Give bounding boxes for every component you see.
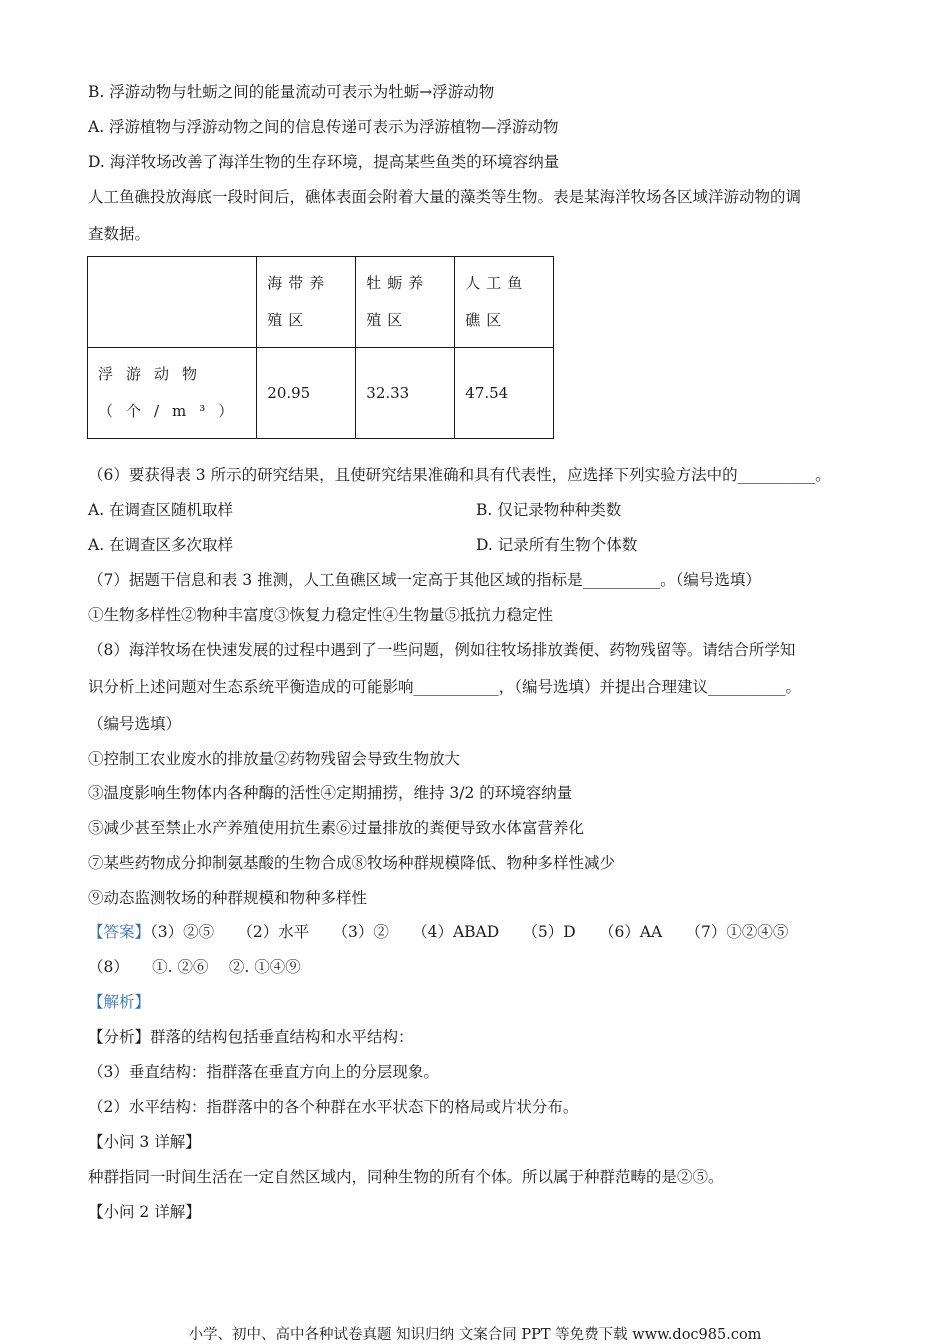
survey-data-table [87, 256, 554, 439]
footer-banner: 小学、初中、高中各种试卷真题 知识归纳 文案合同 PPT 等免费下载 www.doc985.com [188, 1327, 762, 1343]
question-6-option-b: B. 仅记录物种种类数 [476, 501, 622, 519]
question-6-option-c: A. 在调查区多次取样 [88, 536, 234, 554]
question-8-options-1: ①控制工农业废水的排放量②药物残留会导致生物放大 [88, 750, 461, 768]
intro-paragraph-line1: 人工鱼礁投放海底一段时间后，礁体表面会附着大量的藻类等生物。表是某海洋牧场各区域洋游动物的调 [88, 188, 802, 206]
question-7-options: ①生物多样性②物种丰富度③恢复力稳定性④生物量⑤抵抗力稳定性 [88, 606, 554, 624]
analysis-horizontal-structure: （2）水平结构：指群落中的各个种群在水平状态下的格局或片状分布。 [88, 1098, 579, 1116]
answer-line-1 [88, 922, 788, 942]
question-8-line2: 识分析上述问题对生态系统平衡造成的可能影响___________，（编号选填）并提出合理建议__________。 [88, 678, 802, 696]
question-8-line3: （编号选填） [88, 715, 182, 733]
answer-line-2: （8） ①. ②⑥ ②. ①④⑨ [88, 958, 301, 976]
header-oyster-label: 牡蛎养殖区 [366, 274, 430, 329]
value-reef: 47.54 [455, 348, 554, 439]
question-8-options-3: ⑤减少甚至禁止水产养殖使用抗生素⑥过量排放的粪便导致水体富营养化 [88, 819, 585, 837]
answer-values-1: （3）②⑤ （2）水平 （3）② （4）ABAD （5）D （6）AA （7）①②④⑤ [150, 923, 789, 941]
sub-question-2-heading: 【小问 2 详解】 [88, 1203, 201, 1221]
option-a-info-transfer: A. 浮游植物与浮游动物之间的信息传递可表示为浮游植物—浮游动物 [88, 118, 559, 136]
table-corner-cell [88, 257, 257, 348]
analysis-overview: 【分析】群落的结构包括垂直结构和水平结构： [88, 1028, 414, 1046]
table-row [88, 348, 554, 439]
question-6-option-a: A. 在调查区随机取样 [88, 501, 234, 519]
intro-paragraph-line2: 查数据。 [88, 225, 151, 243]
header-reef-area [455, 257, 554, 348]
value-oyster: 32.33 [356, 348, 455, 439]
option-b-energy-flow: B. 浮游动物与牡蛎之间的能量流动可表示为牡蛎→浮游动物 [88, 83, 495, 101]
analysis-vertical-structure: （3）垂直结构：指群落在垂直方向上的分层现象。 [88, 1063, 439, 1081]
header-kelp-label: 海带养殖区 [267, 274, 331, 329]
question-8-line1: （8）海洋牧场在快速发展的过程中遇到了一些问题，例如往牧场排放粪便、药物残留等。请结合所学知 [88, 641, 796, 659]
question-8-options-5: ⑨动态监测牧场的种群规模和物种多样性 [88, 889, 368, 907]
question-8-options-4: ⑦某些药物成分抑制氨基酸的生物合成⑧牧场种群规模降低、物种多样性减少 [88, 854, 616, 872]
question-7: （7）据题干信息和表 3 推测，人工鱼礁区域一定高于其他区域的指标是__________。（编号选填） [88, 571, 761, 589]
sub-question-3-heading: 【小问 3 详解】 [88, 1133, 201, 1151]
question-8-options-2: ③温度影响生物体内各种酶的活性④定期捕捞，维持 3/2 的环境容纳量 [88, 784, 573, 802]
option-d-carrying-capacity: D. 海洋牧场改善了海洋生物的生存环境，提高某些鱼类的环境容纳量 [88, 153, 560, 171]
sub-question-3-explanation: 种群指同一时间生活在一定自然区域内，同种生物的所有个体。所以属于种群范畴的是②⑤。 [88, 1168, 724, 1186]
header-oyster-area [356, 257, 455, 348]
row-label-zooplankton [88, 348, 257, 439]
table-header-row [88, 257, 554, 348]
answer-tag: 【答案】 [88, 923, 151, 941]
header-reef-label: 人工鱼礁区 [465, 274, 529, 329]
row-label-text: 浮游动物（个/m³） [98, 365, 247, 420]
analysis-tag: 【解析】 [88, 993, 151, 1011]
value-kelp: 20.95 [257, 348, 356, 439]
question-6: （6）要获得表 3 所示的研究结果，且使研究结果准确和具有代表性，应选择下列实验方法中的__________。 [88, 466, 831, 484]
header-kelp-area [257, 257, 356, 348]
question-6-option-d: D. 记录所有生物个体数 [476, 536, 638, 554]
